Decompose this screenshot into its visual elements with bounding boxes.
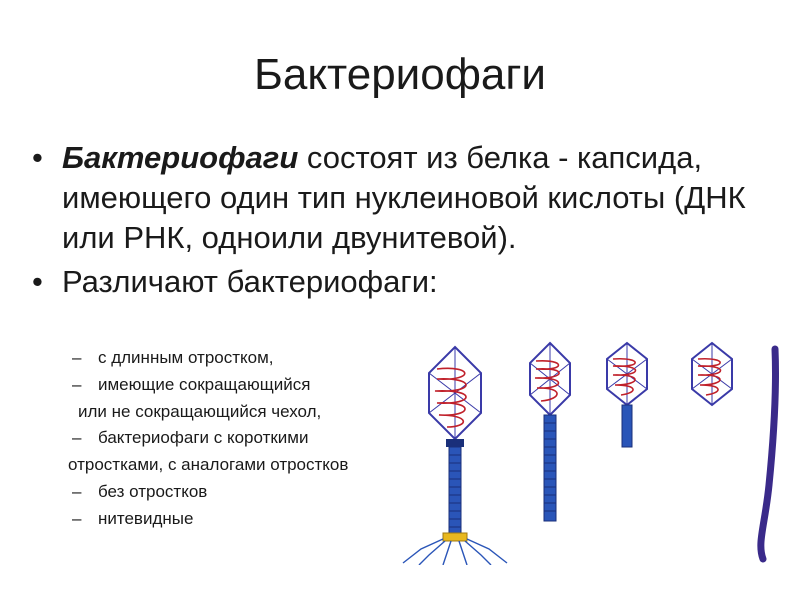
sub-text: без отростков <box>98 481 208 501</box>
sub-text: имеющие сокращающийся <box>98 374 311 394</box>
sub-item <box>68 345 398 372</box>
sub-item <box>68 506 398 533</box>
sub-text: бактериофаги с короткими <box>98 428 309 448</box>
sub-item <box>68 452 398 479</box>
sub-text: отростками, с аналогами отростков <box>68 455 349 475</box>
tail-fibers <box>403 539 507 565</box>
sub-dash: – <box>72 374 82 394</box>
sub-text: с длинным отростком, <box>98 348 274 367</box>
sub-item <box>68 372 398 399</box>
sub-text: или не сокращающийся чехол, <box>78 401 322 421</box>
slide-title: Бактериофаги <box>253 50 547 99</box>
tail-short <box>622 405 632 447</box>
phage-short-tail-icon <box>607 343 647 447</box>
bullet-glyph: • <box>32 140 43 175</box>
sub-dash: – <box>72 348 82 367</box>
sub-text: нитевидные <box>98 508 194 528</box>
filament <box>761 349 776 559</box>
bullet-text: Различают бактериофаги: <box>62 264 438 299</box>
bullet-glyph: • <box>32 264 43 299</box>
tail-collar <box>446 439 464 447</box>
bullet-text: состоят из белка - капсида, имеющего один тип нуклеиновой кислоты (ДНК или РНК, одноили двунитевой). <box>62 140 746 255</box>
tail-sheath <box>449 447 461 533</box>
baseplate <box>443 533 467 541</box>
sub-list <box>68 345 398 533</box>
phage-no-tail-icon <box>692 343 732 405</box>
bacteriophage-illustration <box>385 335 795 565</box>
sub-dash: – <box>72 428 82 448</box>
bullet-item-definition <box>32 138 772 258</box>
sub-dash: – <box>72 481 82 501</box>
sub-item <box>68 399 398 426</box>
sub-dash: – <box>72 508 82 528</box>
phage-filamentous-icon <box>761 349 776 559</box>
phage-long-tail-icon <box>403 347 507 565</box>
phage-medium-tail-icon <box>530 343 570 521</box>
bullet-lead-term: Бактериофаги <box>62 140 299 175</box>
bullet-item-types <box>32 262 772 302</box>
sub-item <box>68 425 398 452</box>
sub-item <box>68 479 398 506</box>
bullet-list <box>32 138 772 302</box>
